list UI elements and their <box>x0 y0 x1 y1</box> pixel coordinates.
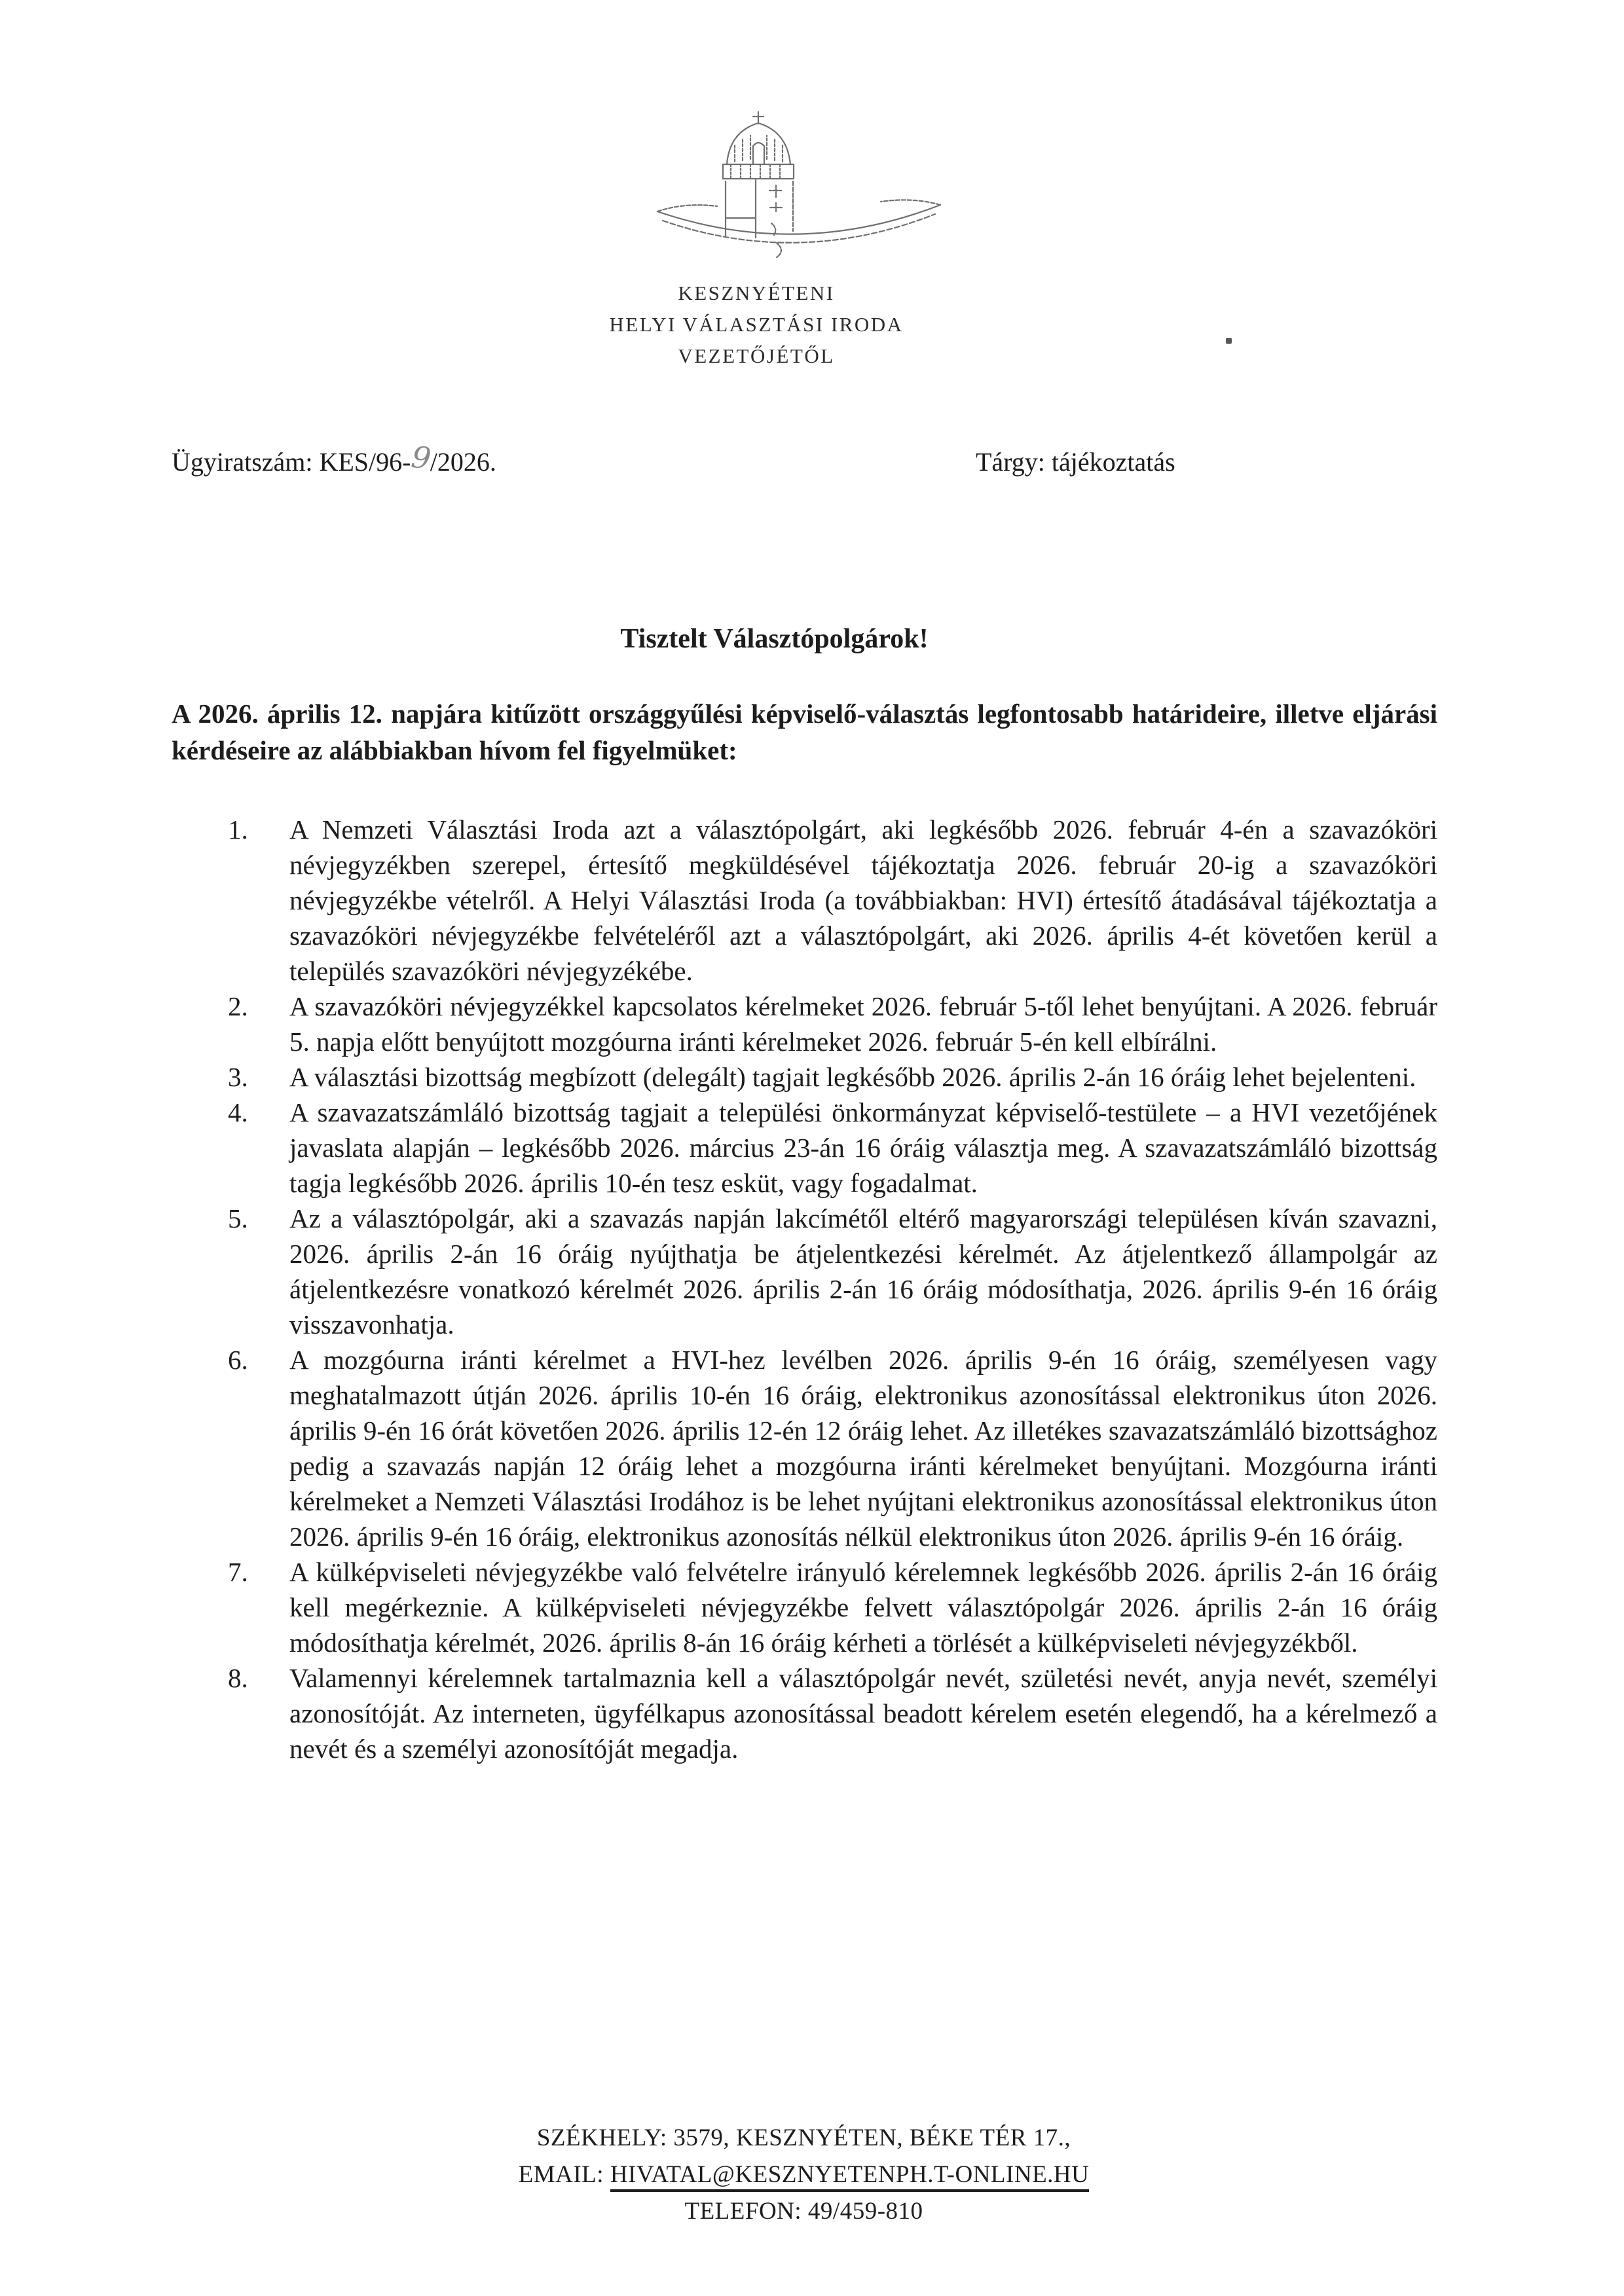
list-item-text: Valamennyi kérelemnek tartalmaznia kell a választópolgár nevét, születési nevét, anyja nevét, személyi azonosítóját. Az interneten, ügyfélkapus azonosítással beadott kérelem esetén elegendő, ha a kérelmező a nevét és a személyi azonosítóját megadja. <box>289 1663 1437 1764</box>
case-number-handwritten-digit: 9 <box>409 439 433 477</box>
list-item-text: A külképviseleti névjegyzékbe való felvételre irányuló kérelemnek legkésőbb 2026. április 2-án 16 óráig kell megérkeznie. A külképviseleti névjegyzékbe felvett választópolgár 2026. április 2-án 16 óráig módosíthatja kérelmét, 2026. április 8-án 16 óráig kérheti a törlését a külképviseleti névjegyzékből. <box>289 1557 1437 1658</box>
case-number-label: Ügyiratszám: KES/96- <box>172 447 411 477</box>
document-meta <box>170 439 1437 482</box>
footer-email-address: HIVATAL@KESZNYETENPH.T-ONLINE.HU <box>610 2161 1090 2192</box>
list-item <box>170 1342 1437 1554</box>
footer-email-label: EMAIL: <box>518 2161 610 2188</box>
deadline-list <box>170 812 1437 1766</box>
list-item-number: 6. <box>228 1345 248 1375</box>
scan-speck <box>1226 338 1232 344</box>
list-item-number: 1. <box>228 814 248 845</box>
list-item-number: 5. <box>228 1203 248 1233</box>
case-number <box>172 439 496 478</box>
list-item-text: A szavazóköri névjegyzékkel kapcsolatos kérelmeket 2026. február 5-től lehet benyújtani. A 2026. február 5. napja előtt benyújtott mozgóurna iránti kérelmeket 2026. február 5-én kell elbírálni. <box>289 991 1437 1057</box>
list-item <box>170 812 1437 989</box>
letterhead <box>0 278 1513 372</box>
list-item-number: 8. <box>228 1663 248 1693</box>
salutation: Tisztelt Választópolgárok! <box>620 624 929 654</box>
list-item-number: 2. <box>228 991 248 1021</box>
crown-emblem-icon <box>648 108 950 259</box>
list-item <box>170 1201 1437 1342</box>
list-item <box>170 989 1437 1059</box>
org-name-line2: HELYI VÁLASZTÁSI IRODA <box>609 313 904 336</box>
list-item-number: 3. <box>228 1062 248 1092</box>
org-name-line1: KESZNYÉTENI <box>678 282 835 304</box>
list-item-number: 7. <box>228 1557 248 1587</box>
footer-phone: TELEFON: 49/459-810 <box>684 2198 923 2225</box>
footer-address: SZÉKHELY: 3579, KESZNYÉTEN, BÉKE TÉR 17., <box>536 2124 1071 2151</box>
list-item <box>170 1660 1437 1766</box>
intro-paragraph: A 2026. április 12. napjára kitűzött országgyűlési képviselő-választás legfontosabb határideire, illetve eljárási kérdéseire az alábbiakban hívom fel figyelmüket: <box>172 699 1437 765</box>
list-item-text: Az a választópolgár, aki a szavazás napján lakcímétől eltérő magyarországi településen kíván szavazni, 2026. április 2-án 16 óráig nyújthatja be átjelentkezési kérelmét. Az átjelentkező állampolgár az átjelentkezésre vonatkozó kérelmét 2026. április 2-án 16 óráig módosíthatja, 2026. április 9-én 16 óráig visszavonhatja. <box>289 1203 1437 1339</box>
org-name-line3: VEZETŐJÉTŐL <box>678 344 835 367</box>
letter-footer <box>170 2120 1437 2230</box>
list-item <box>170 1095 1437 1201</box>
footer-email-line <box>170 2157 1437 2193</box>
list-item-number: 4. <box>228 1097 248 1127</box>
list-item <box>170 1554 1437 1660</box>
list-item-text: A mozgóurna iránti kérelmet a HVI-hez levélben 2026. április 9-én 16 óráig, személyesen vagy meghatalmazott útján 2026. április 10-én 16 óráig, elektronikus azonosítással elektronikus úton 2026. április 9-én 16 órát követően 2026. április 12-én 12 óráig lehet. Az illetékes szavazatszámláló bizottsághoz pedig a szavazás napján 12 óráig lehet a mozgóurna iránti kérelmeket benyújtani. Mozgóurna iránti kérelmeket a Nemzeti Választási Irodához is be lehet nyújtani elektronikus azonosítással elektronikus úton 2026. április 9-én 16 óráig, elektronikus azonosítás nélkül elektronikus úton 2026. április 9-én 16 óráig. <box>289 1345 1437 1552</box>
list-item <box>170 1059 1437 1095</box>
list-item-text: A szavazatszámláló bizottság tagjait a települési önkormányzat képviselő-testülete – a HVI vezetőjének javaslata alapján – legkésőbb 2026. március 23-án 16 óráig választja meg. A szavazatszámláló bizottság tagja legkésőbb 2026. április 10-én tesz esküt, vagy fogadalmat. <box>289 1097 1437 1198</box>
subject-line: Tárgy: tájékoztatás <box>976 447 1175 477</box>
list-item-text: A választási bizottság megbízott (delegált) tagjait legkésőbb 2026. április 2-án 16 óráig lehet bejelenteni. <box>289 1062 1416 1092</box>
case-number-suffix: /2026. <box>430 447 496 477</box>
list-item-text: A Nemzeti Választási Iroda azt a választópolgárt, aki legkésőbb 2026. február 4-én a szavazóköri névjegyzékben szerepel, értesítő megküldésével tájékoztatja 2026. február 20-ig a szavazóköri névjegyzékbe vételről. A Helyi Választási Iroda (a továbbiakban: HVI) értesítő átadásával tájékoztatja a szavazóköri névjegyzékbe felvételéről azt a választópolgárt, aki 2026. április 4-ét követően kerül a település szavazóköri névjegyzékébe. <box>289 814 1437 986</box>
